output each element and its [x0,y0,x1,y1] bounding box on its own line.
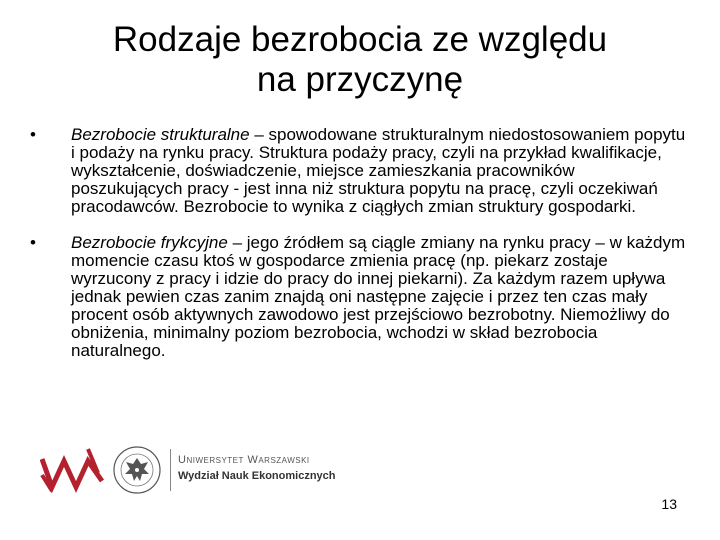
slide-title-line-1: Rodzaje bezrobocia ze względu [112,20,608,59]
bullet-list [30,126,690,378]
bullet-term: Bezrobocie strukturalne [71,125,250,144]
bullet-text: – jego źródłem są ciągle zmiany na rynku pracy – w każdym momencie czasu ktoś w gospodarce zmienia pracę (np. piekarz zostaje wyrzucony z pracy i idzie do pracy do innej piekarni). Za każdym razem upływa jednak pewien czas zanim znajdą oni następne zajęcie i przez ten czas mały procent osób aktywnych zawodowo jest przejściowo bezrobotny. Niemożliwy do obniżenia, minimalny poziom bezrobocia, wchodzi w skład bezrobocia naturalnego. [71,233,686,360]
bullet-marker: • [30,233,36,252]
slide-title [0,20,720,100]
university-logo [40,445,360,497]
bullet-term: Bezrobocie frykcyjne [71,233,228,252]
bullet-text: – spowodowane strukturalnym niedostosowaniem popytu i podaży na rynku pracy. Struktura podaży pracy, czyli na przykład kwalifikacje, wykształcenie, doświadczenie, miejsce zamieszkania pracowników poszukujących pracy - jest inna niż struktura popytu na pracę, czyli oczekiwań pracodawców. Bezrobocie to wynika z ciągłych zmian struktury gospodarki. [71,125,686,216]
zigzag-logo-icon [40,447,106,493]
logo-divider [170,449,171,491]
slide-title-line-2: na przyczynę [256,60,464,99]
faculty-name: Wydział Nauk Ekonomicznych [178,470,336,482]
university-name: Uniwersytet Warszawski [178,454,310,466]
university-seal-icon [112,445,162,495]
page-number: 13 [661,496,677,512]
bullet-structural-unemployment [30,126,690,216]
bullet-frictional-unemployment [30,234,690,360]
bullet-marker: • [30,125,36,144]
